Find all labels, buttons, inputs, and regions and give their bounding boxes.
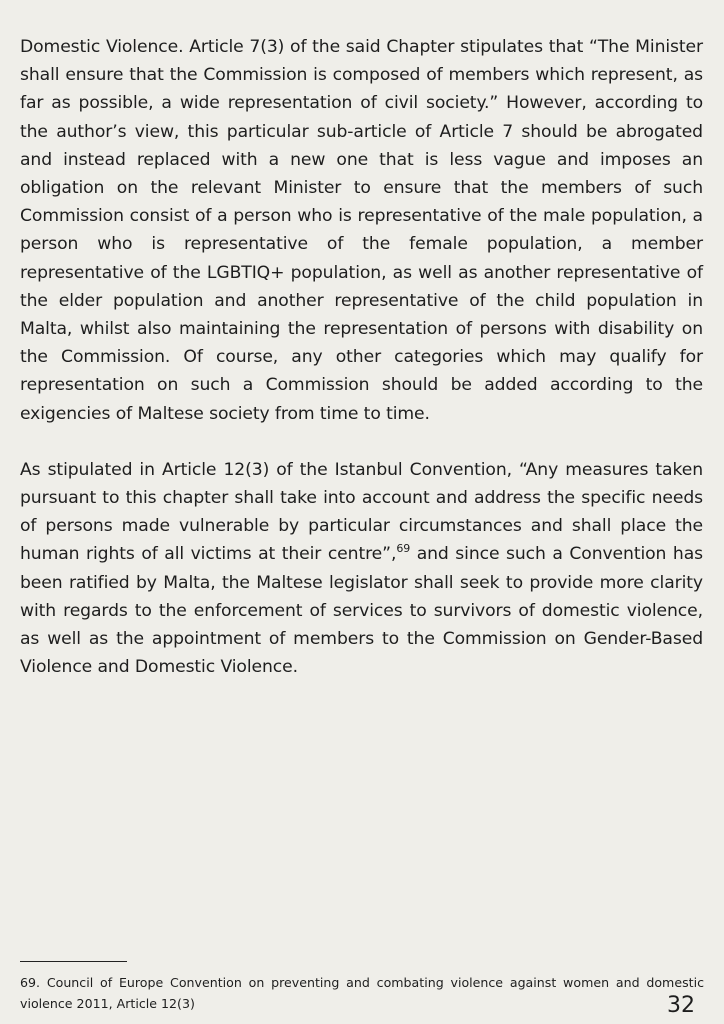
page-body	[20, 33, 703, 681]
paragraph-text: As stipulated in Article 12(3) of the Istanbul Convention, “Any measures taken pursuant to this chapter shall take into account and address the specific needs of persons made vulnerable by particular circumstances and shall place the human rights of all victims at their centre”,	[20, 459, 703, 565]
page-number: 32	[667, 993, 695, 1018]
footnote: 69. Council of Europe Convention on preventing and combating violence against women and domestic violence 2011, Article 12(3)	[20, 975, 704, 1011]
paragraph-text: and since such a Convention has been ratified by Malta, the Maltese legislator shall seek to provide more clarity with regards to the enforcement of services to survivors of domestic violence, as well as the appointment of members to the Commission on Gender-Based Violence and Domestic Violence.	[20, 544, 703, 678]
footnote-reference[interactable]: 69	[396, 542, 411, 556]
body-paragraph: Domestic Violence. Article 7(3) of the said Chapter stipulates that “The Minister shall ensure that the Commission is composed of members which represent, as far as possible, a wide representation of civil society.” However, according to the author’s view, this particular sub-article of Article 7 should be abrogated and instead replaced with a new one that is less vague and imposes an obligation on the relevant Minister to ensure that the members of such Commission consist of a person who is representative of the male population, a person who is representative of the female population, a member representative of the LGBTIQ+ population, as well as another representative of the elder population and another representative of the child population in Malta, whilst also maintaining the representation of persons with disability on the Commission. Of course, any other categories which may qualify for representation on such a Commission should be added according to the exigencies of Maltese society from time to time.	[20, 37, 703, 424]
body-paragraph	[20, 456, 703, 682]
footnote-divider	[20, 961, 127, 962]
